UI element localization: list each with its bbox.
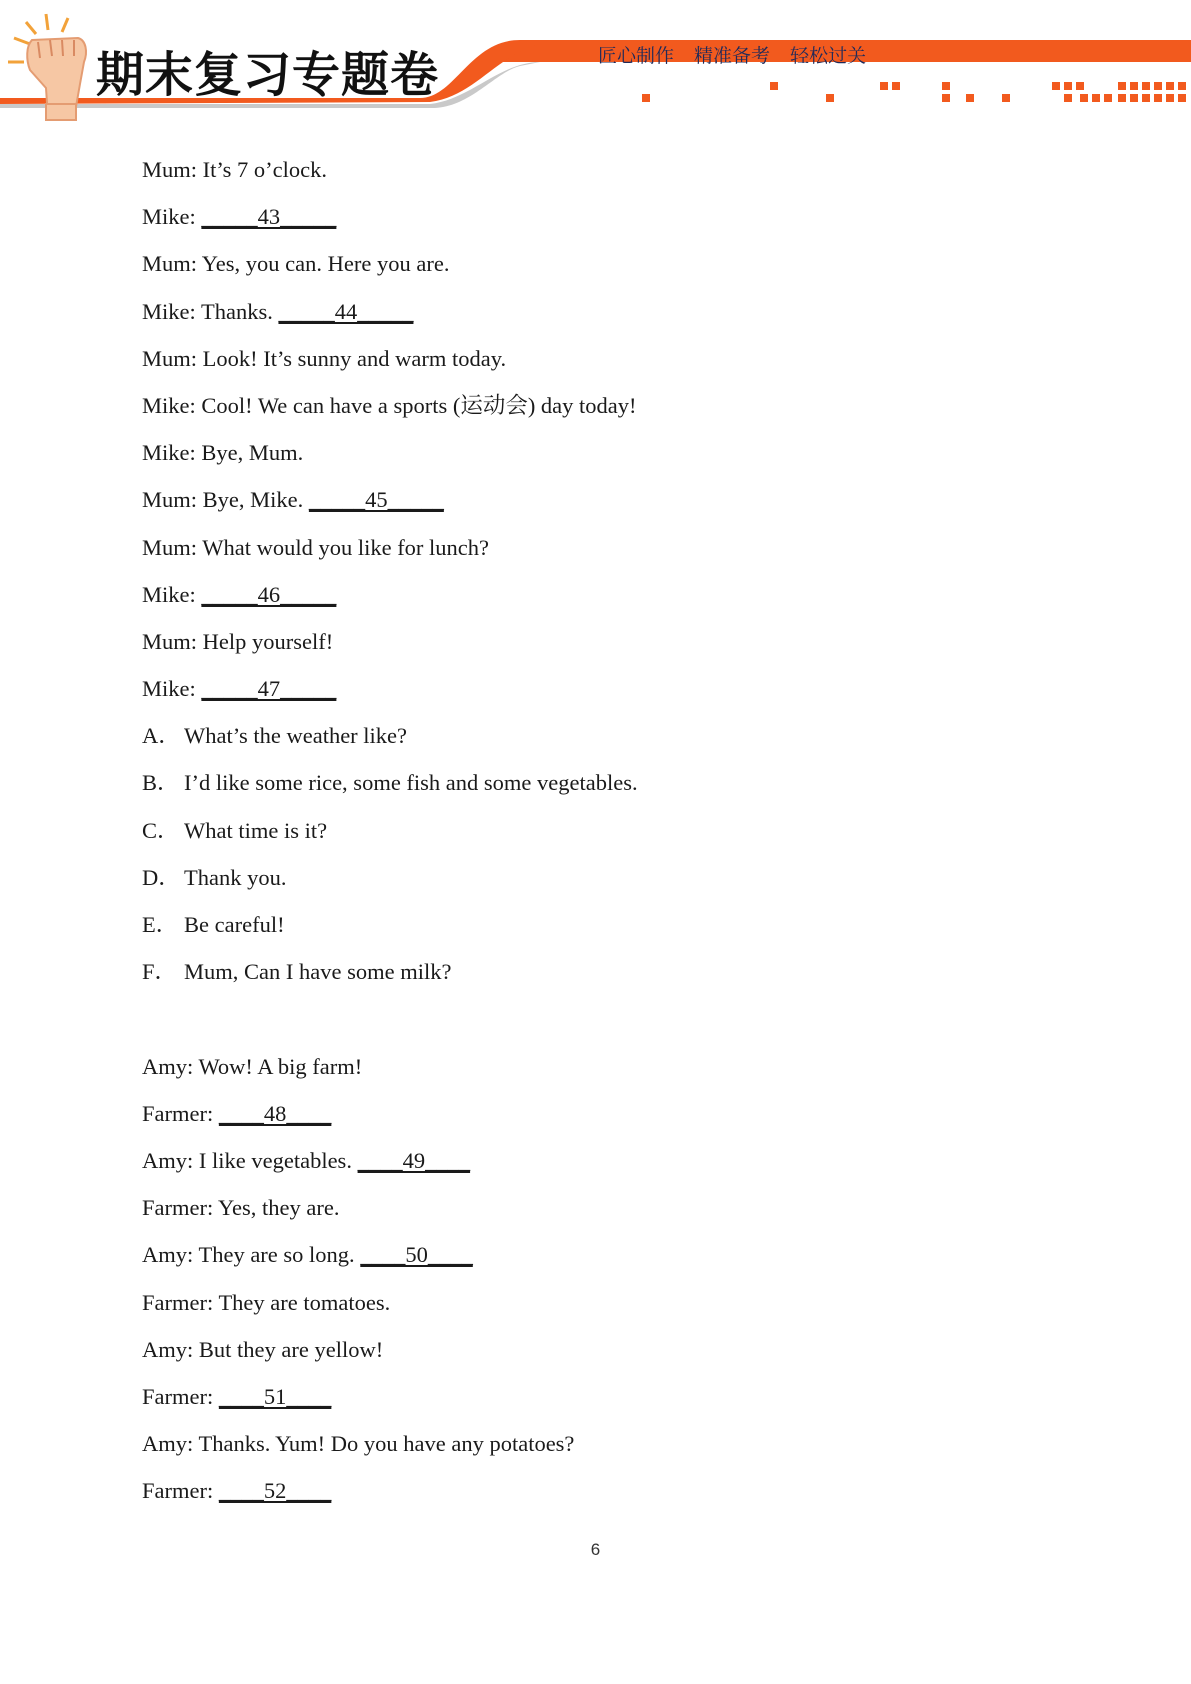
option-letter: C． <box>142 817 180 843</box>
option-item <box>142 763 1102 810</box>
dialogue-line <box>142 1047 1102 1094</box>
answer-blank[interactable]: ____50____ <box>360 1242 473 1268</box>
dialogue-line <box>142 1094 1102 1141</box>
line-prefix: Amy: They are so long. <box>142 1242 361 1268</box>
line-prefix: Farmer: <box>142 1478 219 1504</box>
option-text: What time is it? <box>184 817 328 843</box>
dialogue-line <box>142 622 1102 669</box>
line-prefix: Mike: <box>142 204 202 230</box>
option-text: Thank you. <box>184 864 287 890</box>
line-text: Amy: Thanks. Yum! Do you have any potatoes? <box>142 1431 575 1457</box>
answer-blank[interactable]: _____47_____ <box>201 676 337 702</box>
option-item <box>142 716 1102 763</box>
dialogue-line <box>142 386 1102 433</box>
line-text: Mum: Help yourself! <box>142 628 334 654</box>
line-text: Mum: It’s 7 o’clock. <box>142 157 327 182</box>
line-text: Mum: What would you like for lunch? <box>142 534 490 560</box>
answer-blank[interactable]: _____44_____ <box>278 298 414 324</box>
line-text: Mike: Cool! We can have a sports (运动会) day today! <box>142 392 637 418</box>
line-prefix: Farmer: <box>142 1383 219 1409</box>
answer-blank[interactable]: ____52____ <box>218 1478 332 1504</box>
answer-blank[interactable]: _____43_____ <box>201 204 337 230</box>
line-prefix: Mum: Bye, Mike. <box>142 487 309 513</box>
option-letter: B． <box>142 770 180 796</box>
section-gap <box>142 999 1102 1046</box>
dialogue-line <box>142 1471 1102 1518</box>
option-item <box>142 811 1102 858</box>
dialogue-1 <box>142 150 1102 716</box>
line-prefix: Mike: <box>142 676 202 702</box>
dialogue-line <box>142 197 1102 244</box>
dialogue-line <box>142 528 1102 575</box>
line-text: Mike: Bye, Mum. <box>142 440 304 466</box>
header-title: 期末复习专题卷 <box>96 47 440 103</box>
line-text: Amy: Wow! A big farm! <box>142 1053 363 1079</box>
line-prefix: Amy: I like vegetables. <box>142 1147 358 1173</box>
dialogue-line <box>142 1141 1102 1188</box>
line-text: Mum: Look! It’s sunny and warm today. <box>142 345 507 371</box>
option-letter: A． <box>142 723 181 749</box>
option-letter: D． <box>142 864 181 890</box>
answer-blank[interactable]: ____51____ <box>218 1383 332 1409</box>
decorative-dots <box>642 82 1186 102</box>
answer-blank[interactable]: _____45_____ <box>308 487 444 513</box>
line-text: Mum: Yes, you can. Here you are. <box>142 251 450 277</box>
dialogue-line <box>142 575 1102 622</box>
option-item <box>142 905 1102 952</box>
answer-blank[interactable]: ____48____ <box>218 1100 332 1126</box>
dialogue-line <box>142 1188 1102 1235</box>
dialogue-line <box>142 150 1102 197</box>
dialogue-line <box>142 1283 1102 1330</box>
page-number: 6 <box>590 1540 601 1559</box>
dialogue-2 <box>142 1047 1102 1519</box>
dialogue-line <box>142 669 1102 716</box>
dialogue-line <box>142 1330 1102 1377</box>
option-text: What’s the weather like? <box>184 723 408 749</box>
line-text: Farmer: They are tomatoes. <box>142 1289 391 1315</box>
line-prefix: Mike: Thanks. <box>142 298 279 324</box>
option-letter: E． <box>142 912 179 937</box>
dialogue-line <box>142 1235 1102 1282</box>
line-prefix: Mike: <box>142 581 202 607</box>
dialogue-line <box>142 480 1102 527</box>
page-header <box>0 0 1191 125</box>
dialogue-line <box>142 339 1102 386</box>
option-text: Be careful! <box>184 912 285 937</box>
line-text: Farmer: Yes, they are. <box>142 1195 340 1221</box>
option-text: I’d like some rice, some fish and some vegetables. <box>184 770 638 796</box>
option-item <box>142 858 1102 905</box>
options-list <box>142 716 1102 999</box>
line-prefix: Farmer: <box>142 1100 219 1126</box>
option-letter: F． <box>142 959 178 985</box>
dialogue-line <box>142 244 1102 291</box>
answer-blank[interactable]: _____46_____ <box>201 581 337 607</box>
dialogue-line <box>142 1377 1102 1424</box>
dialogue-line <box>142 1424 1102 1471</box>
option-text: Mum, Can I have some milk? <box>184 959 452 985</box>
line-text: Amy: But they are yellow! <box>142 1336 384 1362</box>
dialogue-line <box>142 433 1102 480</box>
exercise-content <box>142 150 1102 1518</box>
dialogue-line <box>142 292 1102 339</box>
header-slogan: 匠心制作 精准备考 轻松过关 <box>598 45 867 67</box>
answer-blank[interactable]: ____49____ <box>357 1147 471 1173</box>
option-item <box>142 952 1102 999</box>
